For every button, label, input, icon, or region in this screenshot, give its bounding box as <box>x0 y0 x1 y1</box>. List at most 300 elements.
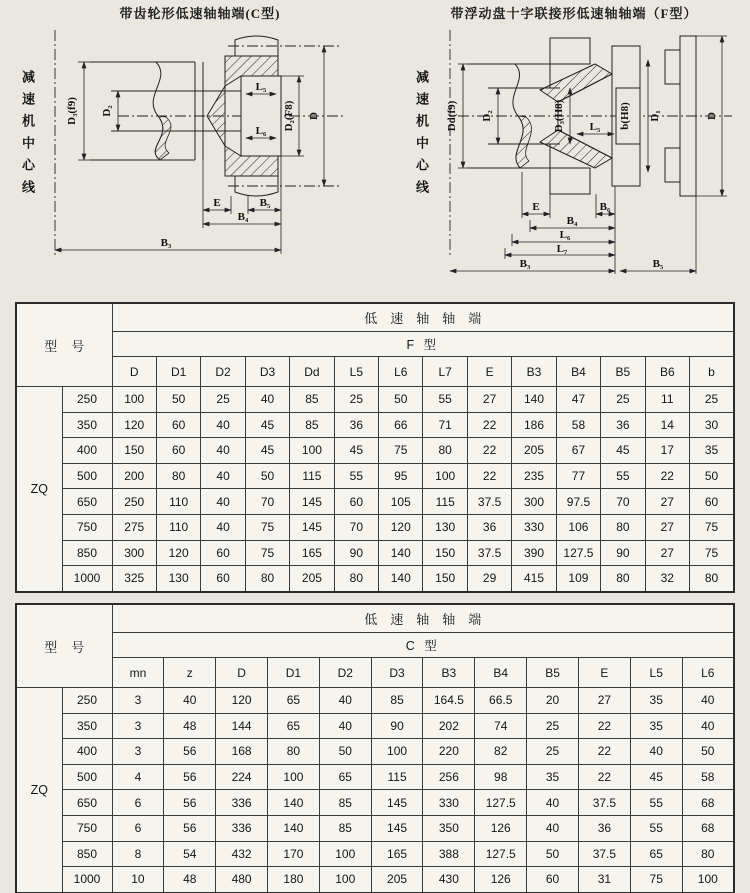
dimension-value: 388 <box>423 841 475 867</box>
dimension-value: 47 <box>556 387 600 413</box>
column-header: B3 <box>423 658 475 688</box>
dimension-value: 70 <box>245 489 289 515</box>
dimension-value: 220 <box>423 739 475 765</box>
dimension-value: 31 <box>578 867 630 893</box>
dimension-value: 77 <box>556 463 600 489</box>
model-size: 1000 <box>62 566 112 592</box>
dimension-value: 8 <box>112 841 164 867</box>
dimension-value: 75 <box>690 514 735 540</box>
column-header: Dd <box>290 357 334 387</box>
c-type-table-body <box>16 688 734 893</box>
dimension-value: 27 <box>645 540 689 566</box>
dimension-value: 130 <box>156 566 200 592</box>
column-header: E <box>578 658 630 688</box>
dimension-value: 3 <box>112 713 164 739</box>
column-header: D1 <box>156 357 200 387</box>
dimension-value: 25 <box>690 387 735 413</box>
column-header: D3 <box>245 357 289 387</box>
column-header: L6 <box>379 357 423 387</box>
f-type-diagram <box>400 24 745 292</box>
dimension-value: 56 <box>164 790 216 816</box>
dimension-value: 36 <box>578 815 630 841</box>
table-row <box>16 514 734 540</box>
model-header: 型号 <box>16 303 112 387</box>
dimension-value: 68 <box>682 815 734 841</box>
dimension-value: 205 <box>290 566 334 592</box>
model-size: 750 <box>62 514 112 540</box>
table-row <box>16 489 734 515</box>
dimension-value: 130 <box>423 514 467 540</box>
dimension-value: 97.5 <box>556 489 600 515</box>
dimension-value: 50 <box>245 463 289 489</box>
table-row <box>16 438 734 464</box>
dim-label-d: D <box>706 112 718 120</box>
dimension-value: 95 <box>379 463 423 489</box>
table-row <box>16 688 734 714</box>
dimension-value: 85 <box>290 387 334 413</box>
dimension-value: 75 <box>379 438 423 464</box>
dimension-value: 100 <box>423 463 467 489</box>
dimension-value: 25 <box>334 387 378 413</box>
dimension-value: 14 <box>645 412 689 438</box>
dimension-value: 65 <box>268 688 320 714</box>
dimension-value: 140 <box>512 387 556 413</box>
dimension-value: 415 <box>512 566 556 592</box>
dimension-value: 40 <box>682 688 734 714</box>
dim-label-bh8: b(H8) <box>619 102 631 130</box>
dimension-value: 144 <box>216 713 268 739</box>
table-row <box>16 739 734 765</box>
dimension-value: 350 <box>423 815 475 841</box>
column-header: L6 <box>682 658 734 688</box>
column-header: B5 <box>601 357 645 387</box>
dimension-value: 165 <box>290 540 334 566</box>
dimension-value: 45 <box>630 764 682 790</box>
dimension-value: 60 <box>156 412 200 438</box>
column-header: D2 <box>201 357 245 387</box>
dimension-value: 110 <box>156 514 200 540</box>
dimension-value: 100 <box>371 739 423 765</box>
model-size: 250 <box>62 387 112 413</box>
dimension-value: 330 <box>423 790 475 816</box>
column-header: L7 <box>423 357 467 387</box>
column-header-row <box>16 357 734 387</box>
dimension-value: 120 <box>216 688 268 714</box>
f-type-table <box>15 302 735 593</box>
reducer-centerline-label: 减速机中心线 <box>20 70 35 202</box>
model-size: 650 <box>62 790 112 816</box>
dimension-value: 126 <box>475 815 527 841</box>
dimension-value: 60 <box>527 867 579 893</box>
dim-label-d2: D₂ <box>101 105 113 117</box>
dimension-value: 37.5 <box>578 790 630 816</box>
dimension-value: 90 <box>371 713 423 739</box>
dimension-value: 55 <box>630 790 682 816</box>
dim-label-b4: B₄ <box>237 211 249 223</box>
model-size: 350 <box>62 412 112 438</box>
dimension-value: 65 <box>319 764 371 790</box>
dimension-value: 432 <box>216 841 268 867</box>
column-header: D <box>216 658 268 688</box>
column-header: E <box>467 357 511 387</box>
dimension-value: 120 <box>112 412 156 438</box>
dimension-value: 11 <box>645 387 689 413</box>
dimension-value: 3 <box>112 688 164 714</box>
dimension-value: 430 <box>423 867 475 893</box>
dimension-value: 186 <box>512 412 556 438</box>
dimension-value: 40 <box>682 713 734 739</box>
dimension-value: 40 <box>527 790 579 816</box>
dim-label-b5: B₅ <box>652 258 664 270</box>
dimension-value: 120 <box>156 540 200 566</box>
column-header: D <box>112 357 156 387</box>
dimension-value: 22 <box>467 412 511 438</box>
column-header: B4 <box>475 658 527 688</box>
dimension-value: 80 <box>601 566 645 592</box>
model-size: 750 <box>62 815 112 841</box>
dimension-value: 74 <box>475 713 527 739</box>
dimension-value: 235 <box>512 463 556 489</box>
dimension-value: 25 <box>201 387 245 413</box>
dimension-value: 27 <box>645 514 689 540</box>
column-header: B5 <box>527 658 579 688</box>
group-header: 低速轴轴端 <box>112 604 734 633</box>
model-size: 500 <box>62 764 112 790</box>
dimension-value: 45 <box>334 438 378 464</box>
column-header: b <box>690 357 735 387</box>
dimension-value: 58 <box>682 764 734 790</box>
f-type-table-body <box>16 387 734 592</box>
reducer-centerline-label: 减速机中心线 <box>414 70 429 202</box>
column-header: z <box>164 658 216 688</box>
table-row <box>16 790 734 816</box>
dimension-value: 22 <box>467 438 511 464</box>
dimension-value: 168 <box>216 739 268 765</box>
dimension-value: 36 <box>467 514 511 540</box>
dimension-value: 170 <box>268 841 320 867</box>
dimension-value: 37.5 <box>467 489 511 515</box>
dimension-value: 56 <box>164 815 216 841</box>
centerlines <box>55 30 346 256</box>
dimension-lines <box>55 46 324 254</box>
dimension-value: 54 <box>164 841 216 867</box>
gear-coupling <box>207 36 281 196</box>
column-header: B4 <box>556 357 600 387</box>
model-size: 400 <box>62 438 112 464</box>
dimension-value: 80 <box>334 566 378 592</box>
dimension-value: 65 <box>630 841 682 867</box>
dim-label-d3f9: D₃(f9) <box>66 97 78 125</box>
dimension-value: 65 <box>268 713 320 739</box>
dim-label-b4: B₄ <box>566 215 578 227</box>
dimension-value: 145 <box>290 514 334 540</box>
dimension-value: 330 <box>512 514 556 540</box>
column-header: L5 <box>630 658 682 688</box>
table-row <box>16 867 734 893</box>
dimension-value: 82 <box>475 739 527 765</box>
dim-label-d1: D₁ <box>649 110 661 122</box>
dimension-value: 150 <box>112 438 156 464</box>
c-type-table <box>15 603 735 893</box>
dimension-value: 202 <box>423 713 475 739</box>
dimension-value: 55 <box>423 387 467 413</box>
model-size: 350 <box>62 713 112 739</box>
dimension-value: 164.5 <box>423 688 475 714</box>
dimension-value: 20 <box>527 688 579 714</box>
dimension-value: 50 <box>156 387 200 413</box>
dimension-value: 325 <box>112 566 156 592</box>
dimension-value: 40 <box>319 688 371 714</box>
column-header: mn <box>112 658 164 688</box>
dimension-value: 50 <box>682 739 734 765</box>
dimension-value: 29 <box>467 566 511 592</box>
dimension-value: 6 <box>112 790 164 816</box>
dimension-value: 150 <box>423 540 467 566</box>
dim-label-b3: B₃ <box>160 237 172 249</box>
table-row <box>16 566 734 592</box>
dim-label-ddf9: Dd(f9) <box>446 100 458 132</box>
dimension-value: 45 <box>245 412 289 438</box>
dimension-value: 66.5 <box>475 688 527 714</box>
column-header: D2 <box>319 658 371 688</box>
drawing-c-type <box>6 4 394 292</box>
dimension-value: 80 <box>245 566 289 592</box>
dim-label-d3h8: D₃(H8) <box>553 99 565 133</box>
dimension-value: 80 <box>156 463 200 489</box>
dim-label-l6: L₆ <box>559 229 571 241</box>
dimension-value: 40 <box>319 713 371 739</box>
model-size: 250 <box>62 688 112 714</box>
dimension-value: 6 <box>112 815 164 841</box>
dimension-value: 224 <box>216 764 268 790</box>
dimension-value: 10 <box>112 867 164 893</box>
dimension-value: 50 <box>379 387 423 413</box>
dimension-value: 256 <box>423 764 475 790</box>
dimension-value: 55 <box>601 463 645 489</box>
dimension-value: 115 <box>371 764 423 790</box>
dimension-value: 40 <box>245 387 289 413</box>
dimension-value: 67 <box>556 438 600 464</box>
model-size: 650 <box>62 489 112 515</box>
model-size: 400 <box>62 739 112 765</box>
dimension-value: 127.5 <box>475 790 527 816</box>
dimension-value: 80 <box>601 514 645 540</box>
dimension-value: 150 <box>423 566 467 592</box>
dimension-value: 480 <box>216 867 268 893</box>
dimension-value: 36 <box>601 412 645 438</box>
dimension-value: 85 <box>371 688 423 714</box>
dimension-value: 126 <box>475 867 527 893</box>
dimension-value: 40 <box>201 489 245 515</box>
dimension-value: 40 <box>201 412 245 438</box>
dimension-value: 205 <box>512 438 556 464</box>
dimension-value: 25 <box>527 713 579 739</box>
dimension-value: 100 <box>319 841 371 867</box>
dimension-value: 145 <box>290 489 334 515</box>
dimension-value: 100 <box>290 438 334 464</box>
dim-label-e: E <box>532 201 540 213</box>
drawing-f-title: 带浮动盘十字联接形低速轴轴端（F型） <box>450 6 698 21</box>
dimension-value: 140 <box>379 540 423 566</box>
dimension-value: 40 <box>164 688 216 714</box>
dimension-value: 70 <box>334 514 378 540</box>
dimension-value: 25 <box>601 387 645 413</box>
dimension-value: 60 <box>156 438 200 464</box>
dimension-value: 30 <box>690 412 735 438</box>
dimension-value: 140 <box>268 790 320 816</box>
dimension-value: 300 <box>512 489 556 515</box>
dimension-value: 80 <box>690 566 735 592</box>
dimension-value: 37.5 <box>467 540 511 566</box>
table-row <box>16 463 734 489</box>
dimension-value: 50 <box>527 841 579 867</box>
dim-label-b5: B₅ <box>259 197 271 209</box>
dimension-value: 250 <box>112 489 156 515</box>
dimension-value: 36 <box>334 412 378 438</box>
drawing-c-title: 带齿轮形低速轴轴端(C型) <box>119 6 281 21</box>
dimension-value: 22 <box>578 739 630 765</box>
dimension-value: 75 <box>690 540 735 566</box>
dimension-value: 50 <box>319 739 371 765</box>
dimension-value: 56 <box>164 739 216 765</box>
type-header: C 型 <box>112 633 734 658</box>
model-size: 850 <box>62 841 112 867</box>
table-row <box>16 713 734 739</box>
dimension-value: 22 <box>578 764 630 790</box>
dimension-value: 85 <box>319 815 371 841</box>
dimension-value: 60 <box>690 489 735 515</box>
dimension-value: 145 <box>371 790 423 816</box>
dimension-value: 35 <box>527 764 579 790</box>
dimension-value: 390 <box>512 540 556 566</box>
dimension-value: 27 <box>467 387 511 413</box>
dimension-value: 27 <box>578 688 630 714</box>
dimension-value: 22 <box>645 463 689 489</box>
dim-label-l7: L₇ <box>556 243 568 255</box>
dimension-value: 75 <box>245 540 289 566</box>
dimension-value: 85 <box>290 412 334 438</box>
model-label: ZQ <box>16 688 62 893</box>
dimension-value: 40 <box>201 463 245 489</box>
dimension-value: 100 <box>268 764 320 790</box>
dimension-value: 48 <box>164 867 216 893</box>
dimension-value: 45 <box>245 438 289 464</box>
dimension-value: 90 <box>334 540 378 566</box>
dim-label-e: E <box>213 197 221 209</box>
dimension-value: 120 <box>379 514 423 540</box>
table-row <box>16 412 734 438</box>
table-row <box>16 540 734 566</box>
dimension-value: 90 <box>601 540 645 566</box>
dimension-value: 60 <box>334 489 378 515</box>
dim-label-l6: L₆ <box>255 125 267 137</box>
dimension-value: 27 <box>645 489 689 515</box>
column-header: B3 <box>512 357 556 387</box>
dimension-value: 115 <box>290 463 334 489</box>
dimension-value: 40 <box>201 514 245 540</box>
dimension-value: 106 <box>556 514 600 540</box>
column-header: L5 <box>334 357 378 387</box>
dim-label-d2: D₂ <box>481 110 493 122</box>
dimension-value: 55 <box>630 815 682 841</box>
model-size: 500 <box>62 463 112 489</box>
table-row <box>16 815 734 841</box>
dimension-value: 40 <box>527 815 579 841</box>
dimension-value: 22 <box>467 463 511 489</box>
dimension-value: 109 <box>556 566 600 592</box>
dimension-value: 50 <box>690 463 735 489</box>
dimension-value: 56 <box>164 764 216 790</box>
dimension-value: 85 <box>319 790 371 816</box>
dimension-value: 66 <box>379 412 423 438</box>
dim-label-l5: L₅ <box>589 121 601 133</box>
dimension-value: 17 <box>645 438 689 464</box>
column-header-row <box>16 658 734 688</box>
dimension-value: 180 <box>268 867 320 893</box>
dimension-value: 60 <box>201 540 245 566</box>
dimension-value: 48 <box>164 713 216 739</box>
dimension-value: 80 <box>423 438 467 464</box>
dimension-value: 35 <box>630 688 682 714</box>
dimension-value: 100 <box>112 387 156 413</box>
dimension-value: 71 <box>423 412 467 438</box>
dimension-value: 58 <box>556 412 600 438</box>
dimension-value: 25 <box>527 739 579 765</box>
dimension-value: 45 <box>601 438 645 464</box>
dimension-value: 70 <box>601 489 645 515</box>
column-header: D1 <box>268 658 320 688</box>
dimension-value: 275 <box>112 514 156 540</box>
dimension-value: 100 <box>682 867 734 893</box>
column-header: D3 <box>371 658 423 688</box>
dim-label-b3: B₃ <box>519 258 531 270</box>
dimension-value: 336 <box>216 815 268 841</box>
dimension-value: 40 <box>201 438 245 464</box>
dim-label-d2f8: D₂(F8) <box>283 100 295 132</box>
dimension-value: 100 <box>319 867 371 893</box>
model-size: 850 <box>62 540 112 566</box>
dim-label-l5: L₅ <box>255 81 267 93</box>
dimension-value: 127.5 <box>475 841 527 867</box>
table-row <box>16 764 734 790</box>
dimension-value: 75 <box>245 514 289 540</box>
dim-label-b6: B₆ <box>599 201 611 213</box>
dimension-value: 60 <box>201 566 245 592</box>
dimension-value: 80 <box>682 841 734 867</box>
dimension-value: 55 <box>334 463 378 489</box>
dimension-value: 75 <box>630 867 682 893</box>
dimension-value: 32 <box>645 566 689 592</box>
dimension-value: 35 <box>630 713 682 739</box>
dimension-value: 165 <box>371 841 423 867</box>
table-row <box>16 387 734 413</box>
dim-label-d: D <box>308 112 320 120</box>
dimension-value: 22 <box>578 713 630 739</box>
dimension-value: 35 <box>690 438 735 464</box>
dimension-value: 140 <box>268 815 320 841</box>
dimension-value: 205 <box>371 867 423 893</box>
c-type-diagram <box>6 24 388 292</box>
group-header: 低速轴轴端 <box>112 303 734 332</box>
table-row <box>16 841 734 867</box>
model-header: 型号 <box>16 604 112 688</box>
dimension-value: 300 <box>112 540 156 566</box>
dimension-value: 145 <box>371 815 423 841</box>
dimension-value: 105 <box>379 489 423 515</box>
dimension-value: 80 <box>268 739 320 765</box>
drawing-f-type <box>400 4 748 292</box>
type-header: F 型 <box>112 332 734 357</box>
